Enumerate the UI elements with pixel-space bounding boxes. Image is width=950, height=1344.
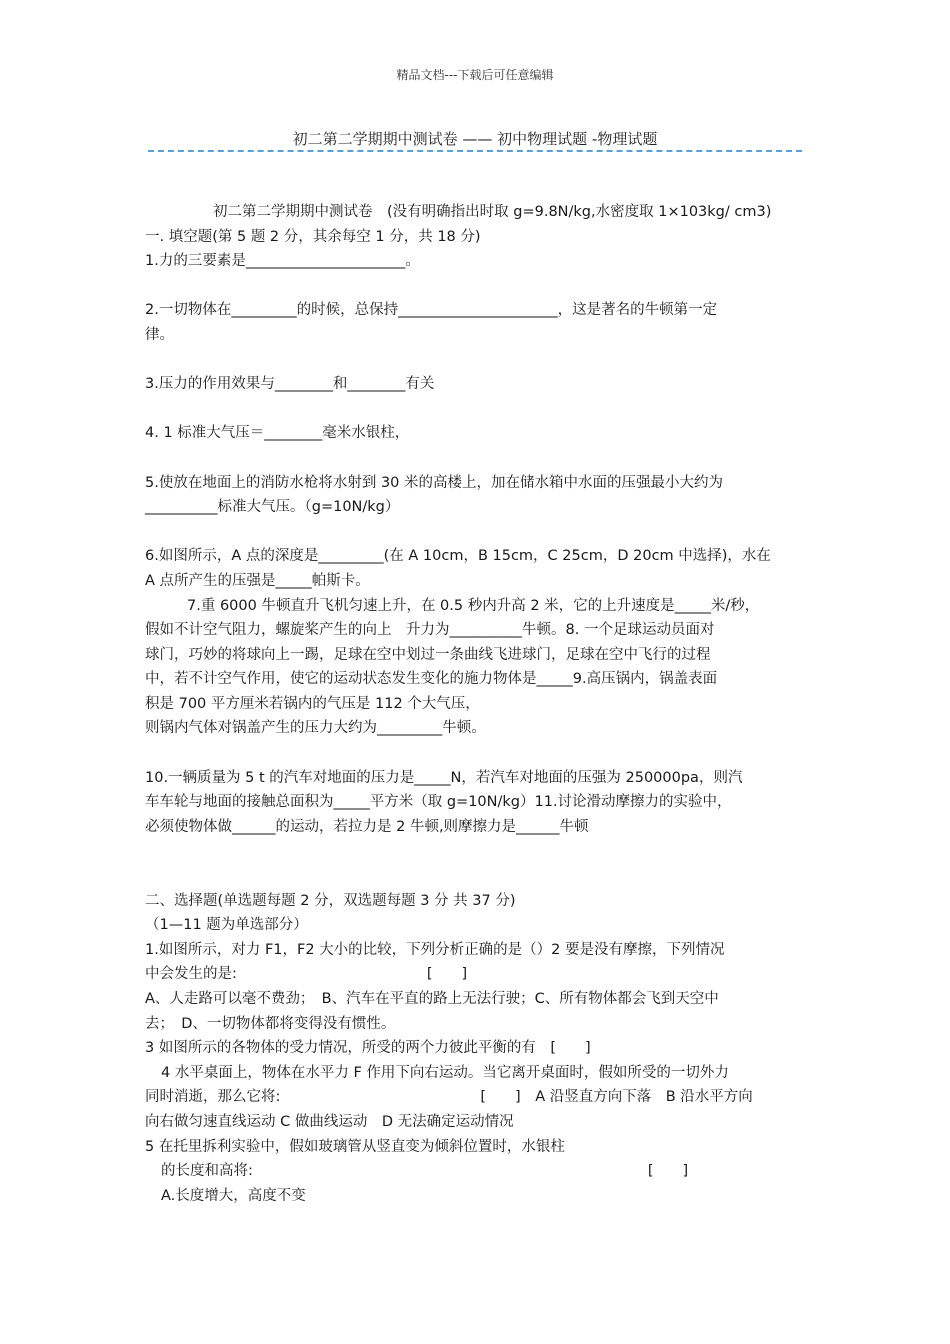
answer-option: A.长度增大，高度不变 [161,1187,306,1204]
question-line: 1.力的三要素是______________________。 [145,253,420,270]
spacer [145,274,810,299]
question-line: 5 在托里拆利实验中，假如玻璃管从竖直变为倾斜位置时，水银柱 [145,1138,565,1155]
question-line: 积是 700 平方厘米若锅内的气压是 112 个大气压， [145,695,480,712]
question-line: 向右做匀速直线运动 C 做曲线运动 D 无法确定运动情况 [145,1113,514,1130]
exam-heading: 初二第二学期期中测试卷 (没有明确指出时取 g=9.8N/kg,水密度取 1×103kg/ cm3) [213,204,772,220]
question-line: 去； D、一切物体都将变得没有惯性。 [145,1015,396,1032]
answer-options: [ ] A 沿竖直方向下落 B 沿水平方向 [480,1089,753,1106]
question-line: 10.一辆质量为 5 t 的汽车对地面的压力是_____N，若汽车对地面的压强为 250000pa，则汽 [145,769,743,786]
page-title: 初二第二学期期中测试卷 —— 初中物理试题 -物理试题 [292,130,658,148]
answer-bracket: [ ] [647,1163,689,1180]
question-line: __________标准大气压。（g=10N/kg） [145,499,400,516]
question-line: 假如不计空气阻力，螺旋桨产生的向上 升力为__________牛顿。8. 一个足球运动员面对 [145,622,715,639]
section-note: （1—11 题为单选部分） [145,917,308,934]
question-line: 6.如图所示，A 点的深度是_________(在 A 10cm，B 15cm，C 25cm，D 20cm 中选择)，水在 [145,548,771,565]
answer-bracket: [ ] [426,966,468,983]
spacer [145,446,810,471]
question-line: 必须使物体做______的运动，若拉力是 2 牛顿,则摩擦力是______牛顿 [145,818,589,835]
spacer [145,864,810,889]
section-choice-heading: 二、选择题(单选题每题 2 分，双选题每题 3 分 共 37 分) [145,892,516,909]
spacer [145,839,810,864]
question-line: 4. 1 标准大气压＝________毫米水银柱， [145,425,410,442]
question-text: 的长度和高将: [161,1163,253,1180]
header-note: 精品文档---下载后可任意编辑 [396,68,554,82]
question-line: 球门，巧妙的将球向上一踢，足球在空中划过一条曲线飞进球门，足球在空中飞行的过程 [145,646,711,663]
spacer [145,397,810,422]
question-line: 4 水平桌面上，物体在水平力 F 作用下向右运动。当它离开桌面时，假如所受的一切外力 [161,1064,729,1081]
question-text: 中会发生的是: [145,966,237,983]
spacer [145,741,810,766]
question-line: 3 如图所示的各物体的受力情况，所受的两个力彼此平衡的有 [ ] [145,1040,591,1057]
question-line: 7.重 6000 牛顿直升飞机匀速上升，在 0.5 秒内升高 2 米，它的上升速度是_____米/秒， [187,597,760,614]
question-line: 车车轮与地面的接触总面积为_____平方米（取 g=10N/kg）11.讨论滑动摩擦力的实验中， [145,794,732,811]
question-line: A、人走路可以毫不费劲； B、汽车在平直的路上无法行驶；C、所有物体都会飞到天空中 [145,991,719,1007]
question-line: A 点所产生的压强是_____帕斯卡。 [145,572,370,589]
question-line: 则锅内气体对锅盖产生的压力大约为_________牛顿。 [145,720,486,737]
question-line: 中，若不计空气作用，使它的运动状态发生变化的施力物体是_____9.高压锅内，锅盖表面 [145,671,718,688]
question-line [145,1159,810,1184]
exam-body [145,200,810,1208]
question-line: 律。 [145,326,174,343]
title-divider [148,150,802,152]
spacer [145,520,810,545]
section-fill-heading: 一. 填空题(第 5 题 2 分，其余每空 1 分，共 18 分) [145,228,481,245]
question-line: 1.如图所示，对力 F1，F2 大小的比较，下列分析正确的是（）2 要是没有摩擦，下列情况 [145,941,725,958]
question-line: 2.一切物体在_________的时候，总保持______________________，这是著名的牛顿第一定 [145,302,718,319]
question-line [145,1085,810,1110]
spacer [145,348,810,373]
question-line: 3.压力的作用效果与________和________有关 [145,376,435,393]
question-line [145,962,810,987]
question-text: 同时消逝，那么它将: [145,1089,281,1106]
question-line: 5.使放在地面上的消防水枪将水射到 30 米的高楼上，加在储水箱中水面的压强最小大约为 [145,474,723,491]
